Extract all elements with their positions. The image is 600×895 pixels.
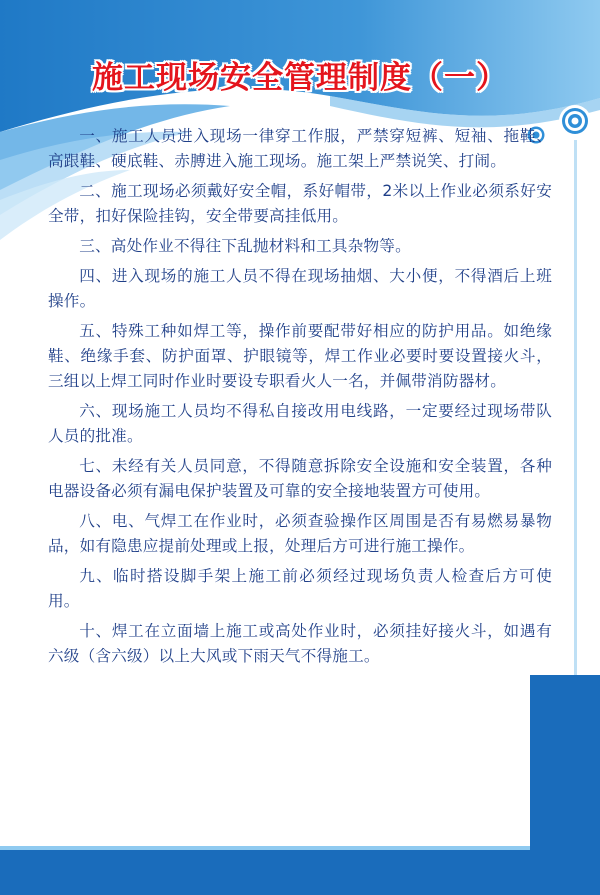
rule-9: 九、临时搭设脚手架上施工前必须经过现场负责人检查后方可使用。 — [48, 567, 552, 610]
rule-4: 四、进入现场的施工人员不得在现场抽烟、大小便，不得酒后上班操作。 — [48, 267, 552, 310]
rule-5: 五、特殊工种如焊工等，操作前要配带好相应的防护用品。如绝缘鞋、绝缘手套、防护面罩、护眼镜等，焊工作业必要时要设置接火斗，三组以上焊工同时作业时要设专职看火人一名，并佩带消防器材。 — [48, 322, 552, 390]
rule-10: 十、焊工在立面墙上施工或高处作业时，必须挂好接火斗，如遇有六级（含六级）以上大风或下雨天气不得施工。 — [48, 622, 552, 665]
rule-7: 七、未经有关人员同意，不得随意拆除安全设施和安全装置，各种电器设备必须有漏电保护装置及可靠的安全接地装置方可使用。 — [48, 457, 552, 500]
rule-3: 三、高处作业不得往下乱抛材料和工具杂物等。 — [79, 237, 411, 255]
rule-8: 八、电、气焊工在作业时，必须查验操作区周围是否有易燃易暴物品，如有隐患应提前处理或上报，处理后方可进行施工操作。 — [48, 512, 552, 555]
rule-6: 六、现场施工人员均不得私自接改用电线路，一定要经过现场带队人员的批准。 — [48, 402, 552, 445]
rules-list — [48, 124, 552, 669]
rule-2: 二、施工现场必须戴好安全帽，系好帽带，2米以上作业必须系好安全带，扣好保险挂钩，安全带要高挂低用。 — [48, 182, 552, 225]
page-title: 施工现场安全管理制度（一） — [92, 60, 508, 96]
rule-1: 一、施工人员进入现场一律穿工作服，严禁穿短裤、短袖、拖鞋、高跟鞋、硬底鞋、赤膊进入施工现场。施工架上严禁说笑、打闹。 — [48, 127, 552, 170]
